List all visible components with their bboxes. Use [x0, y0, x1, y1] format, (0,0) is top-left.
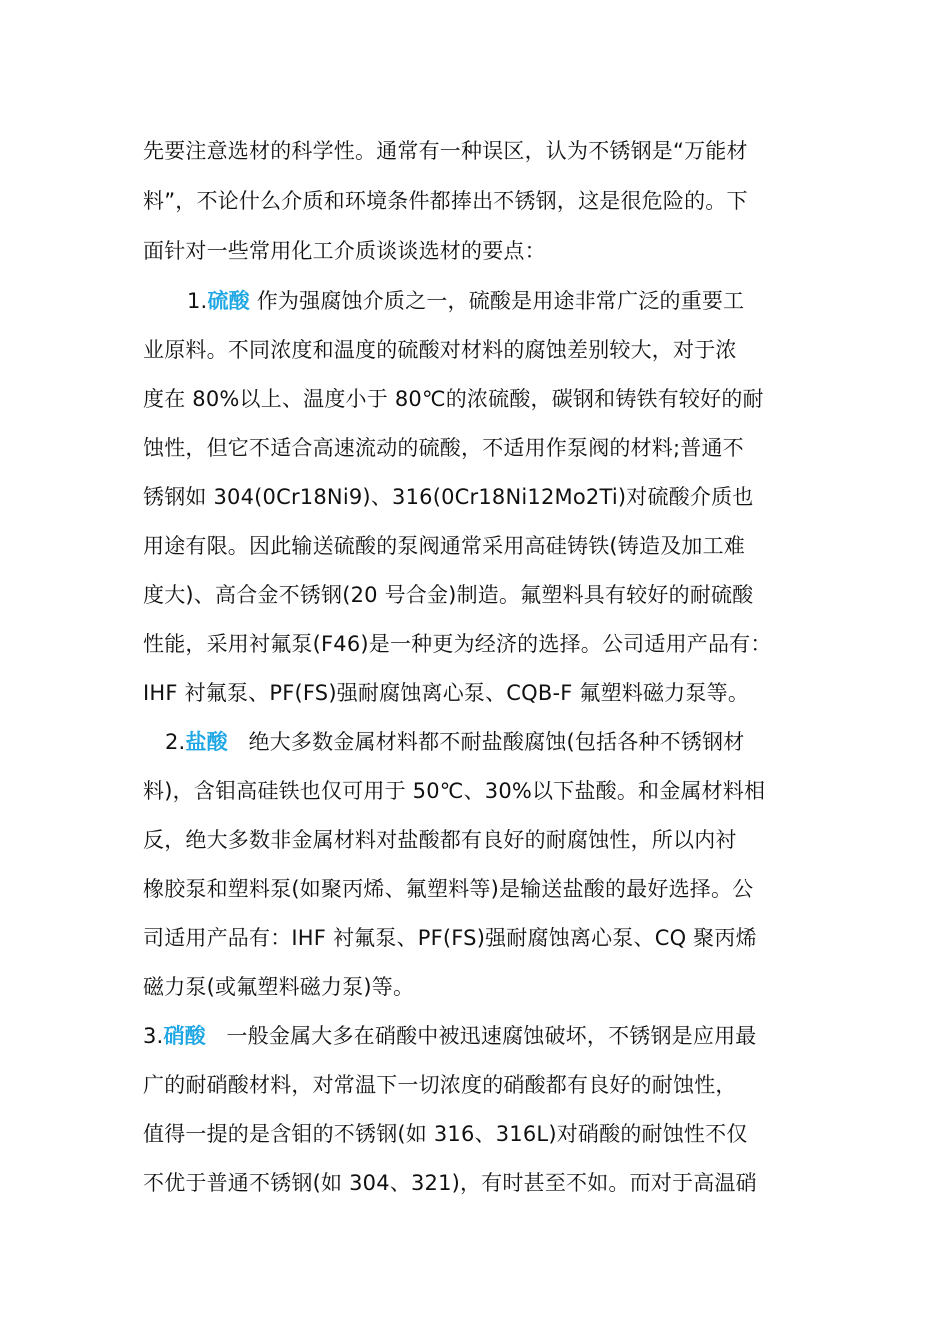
section-1-line: 度在 80%以上、温度小于 80℃的浓硫酸，碳钢和铸铁有较好的耐 [143, 387, 764, 411]
section-3-line: 值得一提的是含钼的不锈钢(如 316、316L)对硝酸的耐蚀性不仅 [143, 1122, 748, 1146]
intro-line: 先要注意选材的科学性。通常有一种误区，认为不锈钢是“万能材 [143, 139, 748, 163]
section-1-line: 性能，采用衬氟泵(F46)是一种更为经济的选择。公司适用产品有： [143, 632, 772, 656]
section-1-line: 度大)、高合金不锈钢(20 号合金)制造。氟塑料具有较好的耐硫酸 [143, 583, 754, 607]
section-2-number: 2. [165, 730, 186, 754]
section-1-line: 蚀性，但它不适合高速流动的硫酸，不适用作泵阀的材料;普通不 [143, 436, 744, 460]
section-1-line: 业原料。不同浓度和温度的硫酸对材料的腐蚀差别较大，对于浓 [143, 338, 737, 362]
section-1-first-line: 作为强腐蚀介质之一，硫酸是用途非常广泛的重要工 [249, 289, 745, 313]
section-2-line: 反，绝大多数非金属材料对盐酸都有良好的耐腐蚀性，所以内衬 [143, 828, 737, 852]
section-2-line: 司适用产品有：IHF 衬氟泵、PF(FS)强耐腐蚀离心泵、CQ 聚丙烯 [143, 926, 757, 950]
section-1-line: 锈钢如 304(0Cr18Ni9)、316(0Cr18Ni12Mo2Ti)对硫酸介质也 [143, 485, 754, 509]
section-1-keyword: 硫酸 [207, 289, 250, 313]
section-1-line: 用途有限。因此输送硫酸的泵阀通常采用高硅铸铁(铸造及加工难 [143, 534, 745, 558]
section-2-first-line: 绝大多数金属材料都不耐盐酸腐蚀(包括各种不锈钢材 [227, 730, 745, 754]
section-2-line: 料)，含钼高硅铁也仅可用于 50℃、30%以下盐酸。和金属材料相 [143, 779, 766, 803]
section-3-keyword: 硝酸 [163, 1024, 206, 1048]
section-1-line: IHF 衬氟泵、PF(FS)强耐腐蚀离心泵、CQB-F 氟塑料磁力泵等。 [143, 681, 750, 705]
section-2-keyword: 盐酸 [185, 730, 228, 754]
section-2-line: 磁力泵(或氟塑料磁力泵)等。 [143, 975, 415, 999]
section-3-heading-line [143, 1012, 808, 1061]
section-2-line: 橡胶泵和塑料泵(如聚丙烯、氟塑料等)是输送盐酸的最好选择。公 [143, 877, 754, 901]
section-1-heading-line [143, 276, 808, 326]
section-2-heading-line [143, 718, 808, 767]
intro-line: 料”，不论什么介质和环境条件都捧出不锈钢，这是很危险的。下 [143, 189, 748, 213]
section-1-number: 1. [187, 289, 208, 313]
section-3-first-line: 一般金属大多在硝酸中被迅速腐蚀破坏，不锈钢是应用最 [205, 1024, 757, 1048]
section-3-line: 广的耐硝酸材料，对常温下一切浓度的硝酸都有良好的耐蚀性， [143, 1073, 737, 1097]
document-body [143, 126, 808, 1208]
section-3-number: 3. [143, 1024, 164, 1048]
intro-line: 面针对一些常用化工介质谈谈选材的要点： [143, 239, 546, 263]
section-3-line: 不优于普通不锈钢(如 304、321)，有时甚至不如。而对于高温硝 [143, 1171, 757, 1195]
